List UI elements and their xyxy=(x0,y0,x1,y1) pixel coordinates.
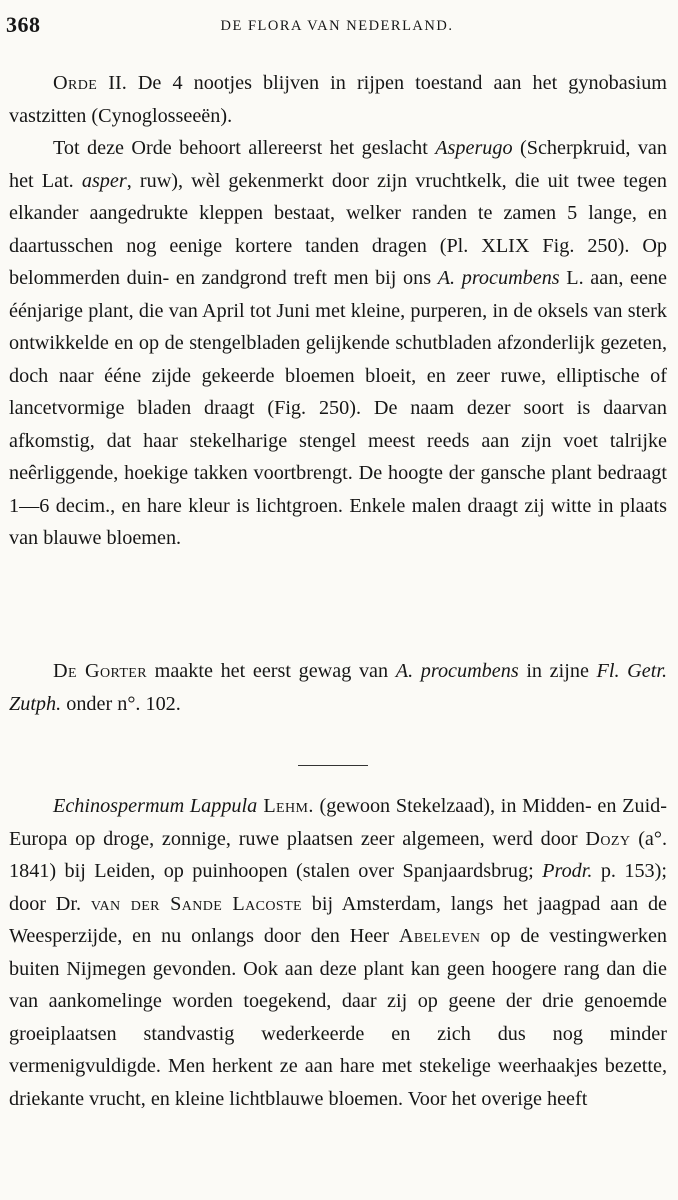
text-run: (Scherpkruid, van het Lat. xyxy=(9,137,667,192)
taxon-name: A. procumbens xyxy=(437,267,560,289)
author-name: Lehm. xyxy=(257,795,314,817)
text-run: Tot deze Orde behoort allereerst het geslacht xyxy=(53,137,436,159)
text-run: (a°. 1841) bij Leiden, op puinhoopen (stalen over Spanjaardsbrug; xyxy=(9,827,667,882)
text-run: maakte het eerst gewag van xyxy=(147,660,396,682)
text-run: bij Amsterdam, langs het jaagpad aan de Weesperzijde, en nu onlangs door den Heer xyxy=(9,892,667,947)
paragraph-asperugo xyxy=(9,132,667,555)
latin-word: asper xyxy=(81,169,127,192)
text-run: p. 153); door Dr. xyxy=(9,860,667,915)
taxon-name: Asperugo xyxy=(435,137,513,159)
page-header xyxy=(6,12,668,42)
text-run: onder n°. 102. xyxy=(61,692,181,715)
page-number: 368 xyxy=(6,12,41,37)
section-divider xyxy=(298,765,368,766)
running-title: DE FLORA VAN NEDERLAND. xyxy=(220,18,454,34)
author-name: De Gorter xyxy=(53,660,147,682)
person-name: Dozy xyxy=(585,827,631,850)
text-run: op de vestingwerken buiten Nijmegen gevonden. Ook aan deze plant kan geen hoogere rang dan die van aankomelinge worden toegekend, daar zij op geene der drie genoemde groeiplaatsen standvastig wederkeerde en zich dus nog minder vermenigvuldigde. Men herkent ze aan hare met stekelige weerhaakjes bezette, driekante vrucht, en kleine lichtblauwe bloemen. Voor het overige heeft xyxy=(9,925,667,1110)
orde-label: Orde xyxy=(53,72,98,94)
publication-title: Prodr. xyxy=(542,860,593,882)
text-run: (gewoon Stekelzaad), in Midden- en Zuid-Europa op droge, zonnige, ruwe plaatsen zeer algemeen, werd door xyxy=(9,795,667,850)
text-run: II. De 4 nootjes blijven in rijpen toestand aan het gynobasium vastzitten (Cynoglosseeën). xyxy=(9,72,667,127)
taxon-name: Echinospermum Lappula xyxy=(53,795,258,817)
paragraph-de-gorter xyxy=(9,655,667,720)
text-run: in zijne xyxy=(518,660,597,682)
publication-title: Fl. Getr. Zutph. xyxy=(9,660,667,715)
person-name: Abeleven xyxy=(398,925,481,947)
text-run: , ruw), wèl gekenmerkt door zijn vruchtkelk, die uit twee tegen elkander aangedrukte kleppen bestaat, welker randen te zamen 5 lange, en daartusschen nog eenige kortere tanden dragen (Pl. XLIX Fig. 250). Op belommerden duin- en zandgrond treft men bij ons xyxy=(9,169,667,289)
person-name: van der Sande Lacoste xyxy=(90,892,302,915)
taxon-name: A. procumbens xyxy=(395,660,519,682)
paragraph-echinospermum xyxy=(9,790,667,1115)
paragraph-orde-ii xyxy=(9,67,667,132)
text-run: L. aan, eene éénjarige plant, die van April tot Juni met kleine, purperen, in de oksels van sterk ontwikkelde en op de stengelbladen gelijkende schutbladen afzonderlijk gezeten, doch naar ééne zijde gekeerde bloemen bloeit, en zeer ruwe, elliptische of lancetvormige bladen draagt (Fig. 250). De naam dezer soort is daarvan afkomstig, dat haar stekelharige stengel meest reeds aan zijn voet talrijke neêrliggende, hoekige takken voortbrengt. De hoogte der gansche plant bedraagt 1—6 decim., en hare kleur is lichtgroen. Enkele malen draagt zij witte in plaats van blauwe bloemen. xyxy=(9,267,667,549)
